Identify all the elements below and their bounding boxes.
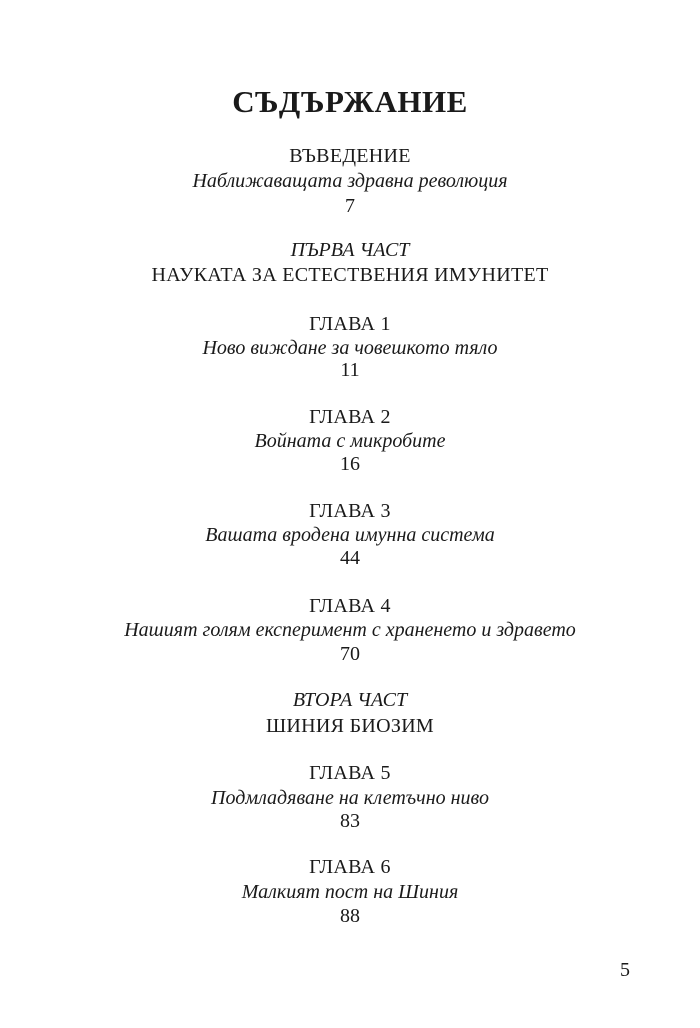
chapter-5-heading: ГЛАВА 5 [309,762,391,784]
chapter-2-subtitle: Войната с микробите [254,430,446,452]
chapter-1-page: 11 [340,359,360,381]
chapter-1-subtitle: Ново виждане за човешкото тяло [202,337,498,359]
chapter-4-subtitle: Нашият голям експеримент с храненето и здравето [124,619,576,641]
part1-title: НАУКАТА ЗА ЕСТЕСТВЕНИЯ ИМУНИТЕТ [151,264,549,286]
part2-title: ШИНИЯ БИОЗИМ [265,715,435,737]
chapter-3-heading: ГЛАВА 3 [309,500,391,522]
chapter-3-page: 44 [340,547,360,569]
intro-subtitle: Наближаващата здравна революция [192,170,508,192]
part1-label: ПЪРВА ЧАСТ [290,239,410,261]
chapter-4-page: 70 [340,643,360,665]
chapter-3-subtitle: Вашата вродена имунна система [205,524,495,546]
chapter-5-page: 83 [340,810,360,832]
chapter-6-heading: ГЛАВА 6 [309,856,391,878]
chapter-6-page: 88 [340,905,360,927]
page-title: СЪДЪРЖАНИЕ [232,84,468,119]
chapter-6-subtitle: Малкият пост на Шиния [241,881,459,903]
part2-label: ВТОРА ЧАСТ [292,689,408,711]
chapter-4-heading: ГЛАВА 4 [309,595,391,617]
intro-heading: ВЪВЕДЕНИЕ [289,145,411,167]
chapter-1-heading: ГЛАВА 1 [309,313,391,335]
chapter-5-subtitle: Подмладяване на клетъчно ниво [211,787,489,809]
chapter-2-heading: ГЛАВА 2 [309,406,391,428]
page-number: 5 [620,959,630,981]
chapter-2-page: 16 [340,453,360,475]
intro-page: 7 [345,195,355,217]
